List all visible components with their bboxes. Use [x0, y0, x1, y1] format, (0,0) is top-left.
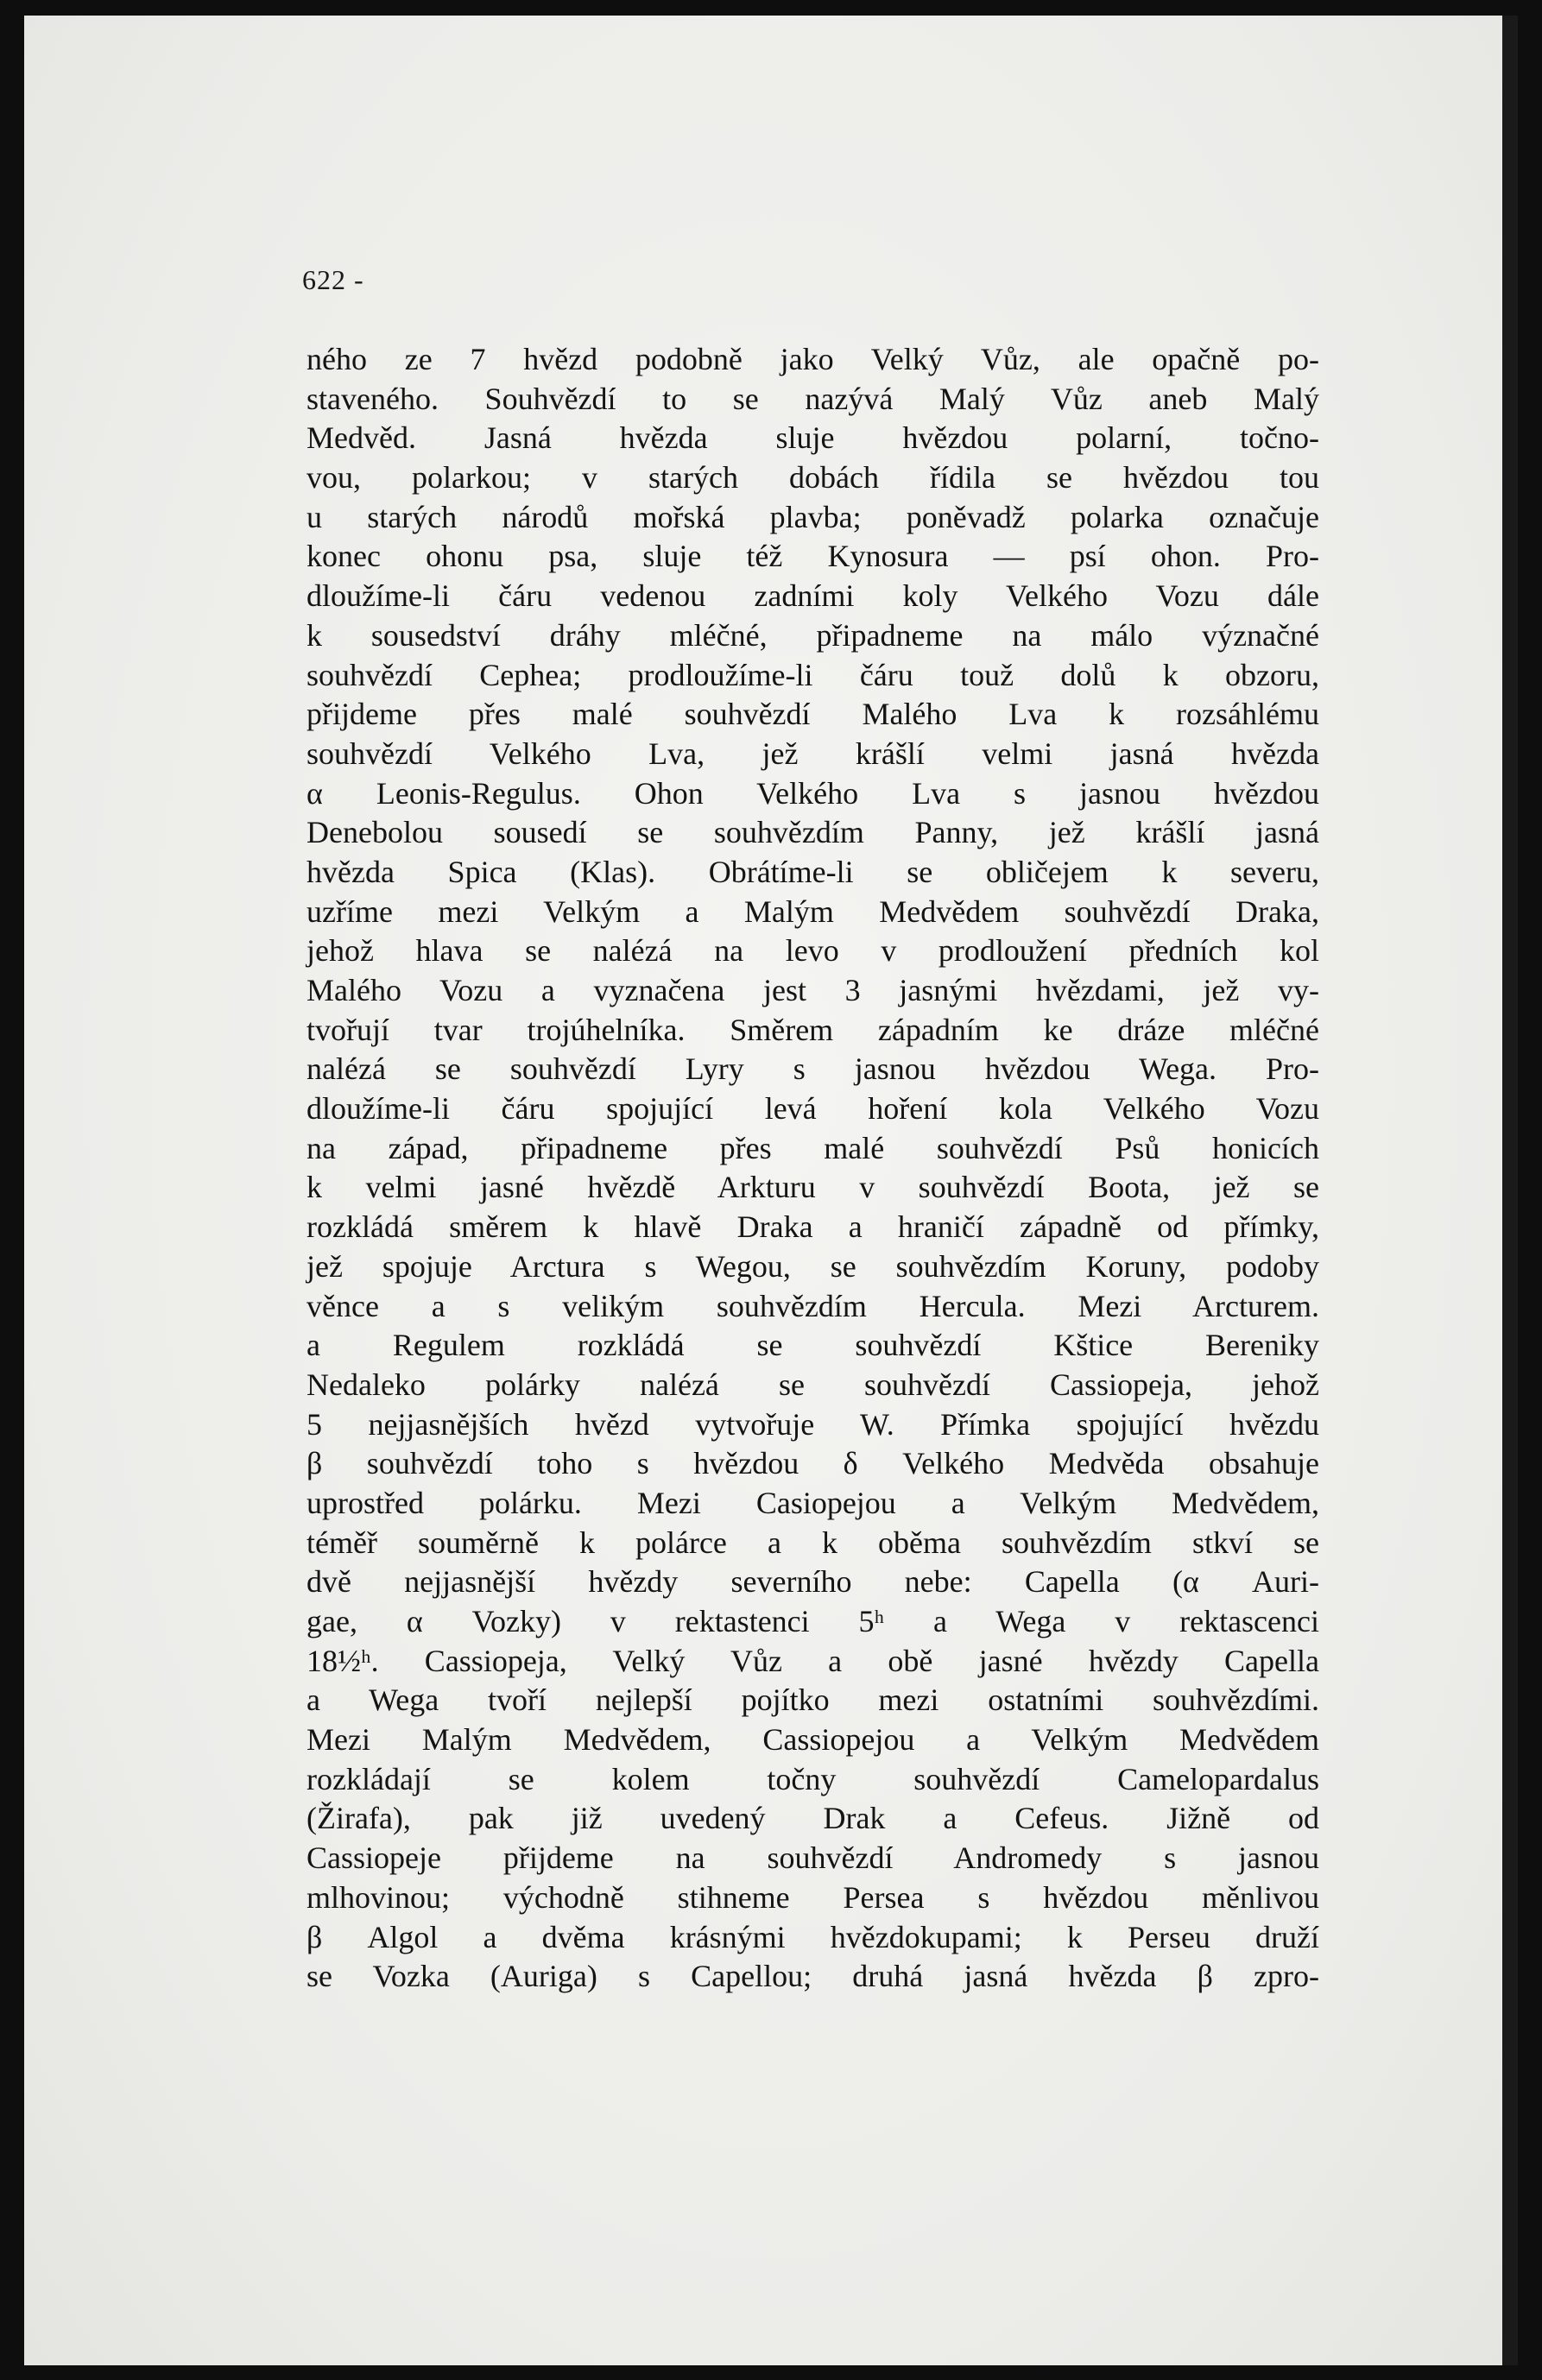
text-line: β souhvězdí toho s hvězdou δ Velkého Medvěda obsahuje — [307, 1446, 1319, 1481]
page-number: 622 - — [302, 264, 364, 295]
text-line: konec ohonu psa, sluje též Kynosura — psí ohon. Pro- — [307, 539, 1319, 574]
text-line: téměř souměrně k polárce a k oběma souhvězdím stkví se — [307, 1525, 1319, 1560]
text-line: věnce a s velikým souhvězdím Hercula. Mezi Arcturem. — [307, 1288, 1319, 1323]
text-line: k sousedství dráhy mléčné, připadneme na málo význačné — [307, 617, 1319, 653]
text-line: 5 nejjasnějších hvězd vytvořuje W. Přímka spojující hvězdu — [307, 1406, 1319, 1442]
text-line: a Regulem rozkládá se souhvězdí Kštice Bereniky — [307, 1328, 1319, 1363]
text-line: dvě nejjasnější hvězdy severního nebe: Capella (α Auri- — [307, 1564, 1319, 1600]
text-line: souhvězdí Velkého Lva, jež krášlí velmi jasná hvězda — [307, 735, 1319, 771]
text-line: Mezi Malým Medvědem, Cassiopejou a Velkým Medvědem — [307, 1722, 1319, 1758]
text-line: souhvězdí Cephea; prodloužíme-li čáru touž dolů k obzoru, — [307, 657, 1319, 692]
text-line: se Vozka (Auriga) s Capellou; druhá jasná hvězda β zpro- — [307, 1959, 1319, 1994]
text-line: (Žirafa), pak již uvedený Drak a Cefeus. Jižně od — [307, 1801, 1319, 1836]
text-line: nalézá se souhvězdí Lyry s jasnou hvězdou Wega. Pro- — [307, 1051, 1319, 1087]
text-line: Nedaleko polárky nalézá se souhvězdí Cassiopeja, jehož — [307, 1367, 1319, 1402]
text-line: dloužíme-li čáru vedenou zadními koly Velkého Vozu dále — [307, 578, 1319, 614]
text-line: přijdeme přes malé souhvězdí Malého Lva k rozsáhlému — [307, 697, 1319, 732]
text-line: k velmi jasné hvězdě Arkturu v souhvězdí Boota, jež se — [307, 1170, 1319, 1205]
text-line: mlhovinou; východně stihneme Persea s hvězdou měnlivou — [307, 1879, 1319, 1915]
text-line: staveného. Souhvězdí to se nazývá Malý Vůz aneb Malý — [307, 381, 1319, 416]
text-line: α Leonis-Regulus. Ohon Velkého Lva s jasnou hvězdou — [307, 775, 1319, 811]
text-line: 18½ʰ. Cassiopeja, Velký Vůz a obě jasné hvězdy Capella — [307, 1643, 1319, 1678]
body-text — [307, 340, 1319, 1997]
text-line: Cassiopeje přijdeme na souhvězdí Andromedy s jasnou — [307, 1840, 1319, 1876]
text-line: Malého Vozu a vyznačena jest 3 jasnými hvězdami, jež vy- — [307, 973, 1319, 1007]
text-line: β Algol a dvěma krásnými hvězdokupami; k Perseu druží — [307, 1919, 1319, 1954]
text-line: rozkládá směrem k hlavě Draka a hraničí západně od přímky, — [307, 1209, 1319, 1245]
text-line: dloužíme-li čáru spojující levá hoření kola Velkého Vozu — [307, 1091, 1319, 1127]
text-line: Denebolou sousedí se souhvězdím Panny, jež krášlí jasná — [307, 815, 1319, 850]
text-line: jež spojuje Arctura s Wegou, se souhvězdím Koruny, podoby — [307, 1248, 1319, 1284]
text-line: na západ, připadneme přes malé souhvězdí Psů honicích — [307, 1130, 1319, 1165]
text-line: vou, polarkou; v starých dobách řídila se hvězdou tou — [307, 460, 1319, 496]
text-line: uzříme mezi Velkým a Malým Medvědem souhvězdí Draka, — [307, 893, 1319, 929]
text-line: u starých národů mořská plavba; poněvadž polarka označuje — [307, 499, 1319, 534]
page-edge-shadow-top — [1502, 16, 1518, 2365]
text-line: a Wega tvoří nejlepší pojítko mezi ostatními souhvězdími. — [307, 1682, 1319, 1718]
text-line: ného ze 7 hvězd podobně jako Velký Vůz, ale opačně po- — [307, 342, 1319, 376]
text-line: uprostřed polárku. Mezi Casiopejou a Velkým Medvědem, — [307, 1485, 1319, 1520]
text-line: rozkládají se kolem točny souhvězdí Camelopardalus — [307, 1761, 1319, 1796]
text-line: gae, α Vozky) v rektastenci 5ʰ a Wega v rektascenci — [307, 1604, 1319, 1638]
text-line: jehož hlava se nalézá na levo v prodloužení předních kol — [307, 933, 1319, 969]
text-line: Medvěd. Jasná hvězda sluje hvězdou polarní, točno- — [307, 420, 1319, 456]
text-line: tvořují tvar trojúhelníka. Směrem západním ke dráze mléčné — [307, 1012, 1319, 1047]
text-line: hvězda Spica (Klas). Obrátíme-li se obličejem k severu, — [307, 854, 1319, 889]
